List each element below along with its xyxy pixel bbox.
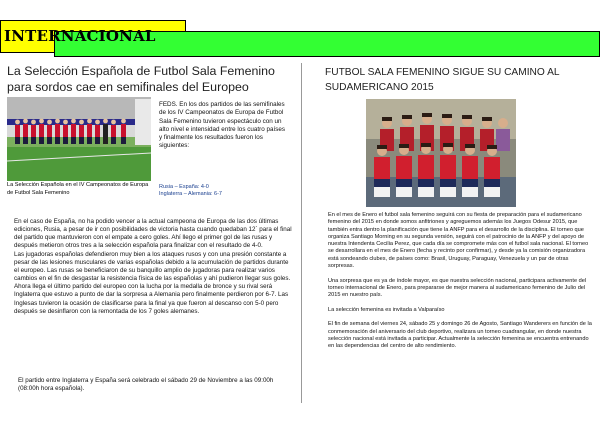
body-paragraph: Ahora llega el último partido del europeo con la lucha por la medalla de bronce y su rival será Inglaterra que estuvo a punto de dar la sorpresa a Alemania pero finalmente perdieron por 6-7. Las Inglesas tuvieron la ocasión de clasificarse para la final ya que fueron al descanso con 5-0 pero después se desinflaron con la remontada de los 7 goles alemanes. [14,283,289,315]
left-article-body [14,218,292,316]
right-article-body [328,212,592,351]
right-article-headline: FUTBOL SALA FEMENINO SIGUE SU CAMINO AL SUDAMERICANO 2015 [325,67,560,93]
team-spain-photo [7,97,151,181]
body-paragraph: El fin de semana del viernes 24, sábado 25 y domingo 26 de Agosto, Santiago Wanderers en función de la conmemoración del aniversario del club deportivo, realizara un torneo cuadrangular, en donde nuestra selección nacional está invitada a participar. Actualmente la selección femenina se encuentra entrenando en las dependencias del centro de alto rendimiento. [328,321,592,350]
subheading: La selección femenina es invitada a Valparaíso [328,306,445,313]
body-paragraph: Una sorpresa que es ya de índole mayor, es que nuestra selección nacional, participara activamente del torneo internacional de Enero, para prepararse de mejor manera al sudamericano femenino de Julio del 2015 en nuestro país. [328,277,587,299]
team-chile-photo [366,99,516,207]
section-title: INTERNACIONAL [4,27,156,45]
column-divider [301,63,302,403]
left-article-headline: La Selección Española de Futbol Sala Femenino para sordos cae en semifinales del Europeo [7,64,275,94]
body-paragraph: En el mes de Enero el futbol sala femenino seguirá con su fiesta de preparación para el sudamericano femenino del 2015 en donde somos anfitriones y agreguemos además los Juegos Odesur 2015, que también entra dentro la planificación que tiene la ANFP para el desarrollo de la disciplina. El torneo que organiza Santiago Morning en su segunda versión, seguirá con el patrocinio de la ANFP y del apoyo de nuestra Intendenta Cecilia Perez, que cada día se compromete más con el futbol sala nacional. El torneo se desarrollara en el mes de Enero (fecha y recinto por confirmar), y desde ya la comisión organizadora está sondeando clubes, de países como: Brasil, Uruguay, Paraguay, Venezuela y un par de otras sorpresas. [328,212,589,270]
match-results [159,184,289,199]
result-line: Inglaterra – Alemania: 6-7 [159,191,222,198]
left-article-lead: FEDS. En los dos partidos de las semifinales de los IV Campeonatos de Europa de Futbol Sala Femenino tuvieron espectáculo con un alto nivel e intensidad entre los cuatro países y finalmente los resultados fueron los siguientes: [159,101,286,150]
result-line: Rusia – España: 4-0 [159,184,209,190]
body-paragraph: Las jugadoras españolas defendieron muy bien a los ataques rusos y con una presión constante a pesar de las lesiones musculares de varias españolas debido a la acumulación de partidos durante el europeo. Las rusas se beneficiaron de su banquillo amplio de jugadoras para realizar varios cambios en el fin de desgastar la resistencia física de las españolas y ahí pudieron llegar sus goles. [14,250,291,283]
team-spain-photo-caption: La Selección Española en el IV Campeonatos de Europa de Futbol Sala Femenino [7,182,149,196]
body-paragraph: En el caso de España, no ha podido vencer a la actual campeona de Europa de las dos últimas ediciones, Rusia, a pesar de ir con posibilidades de victoria hasta cuando quedaban 12´ para el final del partido que mantuvieron con el empate a cero goles. Ahí llego el primer gol de las rusas y después metieron otros tres a la selección española para finalizar con el resultado de 4-0. [14,218,292,250]
left-article-closing: El partido entre Inglaterra y España será celebrado el sábado 29 de Noviembre a las 09:00h (08:00h hora española). [18,377,274,393]
